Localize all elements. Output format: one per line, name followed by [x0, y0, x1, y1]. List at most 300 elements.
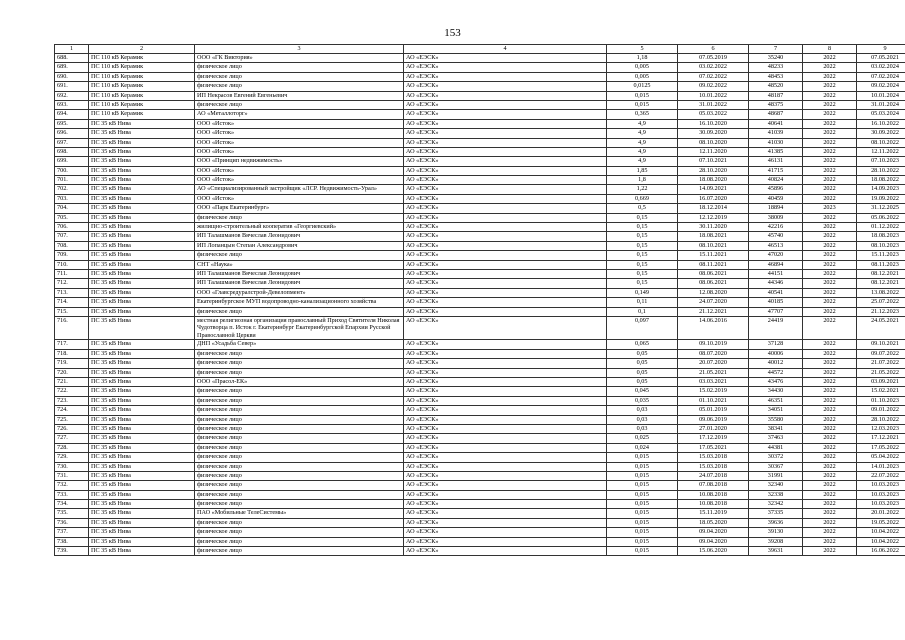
cell-applicant: физическое лицо [195, 434, 404, 443]
cell-row-number: 721. [55, 378, 89, 387]
cell-contract-number: 40541 [749, 288, 803, 297]
cell-substation: ПС 35 кВ Нива [89, 490, 195, 499]
cell-year: 2022 [803, 537, 857, 546]
cell-contract-number: 46351 [749, 396, 803, 405]
cell-substation: ПС 35 кВ Нива [89, 204, 195, 213]
cell-capacity: 0,15 [607, 251, 678, 260]
cell-contract-date: 12.12.2019 [678, 213, 749, 222]
cell-row-number: 725. [55, 415, 89, 424]
cell-deadline: 09.07.2022 [857, 349, 905, 358]
table-row [55, 241, 905, 250]
cell-grid-company: АО «ЕЭСК» [404, 82, 607, 91]
cell-contract-number: 41030 [749, 138, 803, 147]
cell-row-number: 699. [55, 157, 89, 166]
table-body [55, 54, 905, 556]
cell-contract-date: 09.06.2019 [678, 415, 749, 424]
cell-year: 2022 [803, 387, 857, 396]
cell-substation: ПС 35 кВ Нива [89, 176, 195, 185]
cell-substation: ПС 35 кВ Нива [89, 387, 195, 396]
column-header: 2 [89, 45, 195, 54]
cell-capacity: 0,05 [607, 349, 678, 358]
table-row [55, 110, 905, 119]
cell-grid-company: АО «ЕЭСК» [404, 378, 607, 387]
cell-row-number: 692. [55, 91, 89, 100]
cell-row-number: 728. [55, 443, 89, 452]
table-row [55, 490, 905, 499]
cell-deadline: 09.01.2022 [857, 406, 905, 415]
cell-substation: ПС 35 кВ Нива [89, 396, 195, 405]
cell-grid-company: АО «ЕЭСК» [404, 316, 607, 340]
cell-grid-company: АО «ЕЭСК» [404, 147, 607, 156]
table-row [55, 462, 905, 471]
cell-year: 2022 [803, 298, 857, 307]
page-number: 153 [444, 27, 461, 39]
cell-substation: ПС 35 кВ Нива [89, 406, 195, 415]
cell-applicant: физическое лицо [195, 500, 404, 509]
cell-row-number: 727. [55, 434, 89, 443]
cell-applicant: Екатеринбургское МУП водопроводно-канализационного хозяйства [195, 298, 404, 307]
cell-substation: ПС 35 кВ Нива [89, 269, 195, 278]
cell-capacity: 0,05 [607, 368, 678, 377]
cell-grid-company: АО «ЕЭСК» [404, 359, 607, 368]
cell-contract-date: 05.01.2019 [678, 406, 749, 415]
cell-year: 2022 [803, 443, 857, 452]
table-row [55, 528, 905, 537]
cell-grid-company: АО «ЕЭСК» [404, 434, 607, 443]
cell-grid-company: АО «ЕЭСК» [404, 471, 607, 480]
cell-substation: ПС 110 кВ Керамик [89, 91, 195, 100]
cell-applicant: ООО «Главсредуралстрой-Девелопмент» [195, 288, 404, 297]
cell-year: 2022 [803, 54, 857, 63]
cell-applicant: ООО «Исток» [195, 147, 404, 156]
table-row [55, 129, 905, 138]
cell-capacity: 0,005 [607, 63, 678, 72]
cell-contract-date: 18.08.2020 [678, 176, 749, 185]
cell-substation: ПС 35 кВ Нива [89, 368, 195, 377]
cell-contract-number: 48453 [749, 72, 803, 81]
cell-deadline: 08.12.2021 [857, 269, 905, 278]
cell-contract-date: 09.10.2019 [678, 340, 749, 349]
cell-contract-date: 10.08.2018 [678, 500, 749, 509]
cell-row-number: 711. [55, 269, 89, 278]
cell-applicant: физическое лицо [195, 396, 404, 405]
cell-grid-company: АО «ЕЭСК» [404, 368, 607, 377]
cell-capacity: 0,015 [607, 490, 678, 499]
cell-contract-number: 41385 [749, 147, 803, 156]
cell-substation: ПС 35 кВ Нива [89, 547, 195, 556]
cell-year: 2022 [803, 269, 857, 278]
cell-row-number: 739. [55, 547, 89, 556]
cell-applicant: физическое лицо [195, 547, 404, 556]
cell-substation: ПС 110 кВ Керамик [89, 72, 195, 81]
cell-deadline: 17.05.2022 [857, 443, 905, 452]
cell-grid-company: АО «ЕЭСК» [404, 251, 607, 260]
cell-substation: ПС 35 кВ Нива [89, 157, 195, 166]
cell-capacity: 0,15 [607, 279, 678, 288]
column-header: 8 [803, 45, 857, 54]
cell-capacity: 0,669 [607, 194, 678, 203]
cell-substation: ПС 35 кВ Нива [89, 223, 195, 232]
cell-grid-company: АО «ЕЭСК» [404, 166, 607, 175]
column-header: 6 [678, 45, 749, 54]
column-header: 9 [857, 45, 905, 54]
cell-contract-date: 31.01.2022 [678, 100, 749, 109]
cell-applicant: физическое лицо [195, 359, 404, 368]
cell-deadline: 28.10.2022 [857, 415, 905, 424]
cell-applicant: жилищно-строительный кооператив «Георгиевский» [195, 223, 404, 232]
cell-contract-date: 15.06.2020 [678, 547, 749, 556]
cell-contract-date: 18.05.2020 [678, 518, 749, 527]
cell-capacity: 4,9 [607, 157, 678, 166]
table-row [55, 91, 905, 100]
cell-contract-number: 41715 [749, 166, 803, 175]
cell-grid-company: АО «ЕЭСК» [404, 269, 607, 278]
cell-year: 2022 [803, 481, 857, 490]
cell-year: 2022 [803, 232, 857, 241]
cell-deadline: 03.02.2024 [857, 63, 905, 72]
cell-substation: ПС 35 кВ Нива [89, 288, 195, 297]
cell-row-number: 708. [55, 241, 89, 250]
cell-capacity: 4,9 [607, 129, 678, 138]
cell-year: 2022 [803, 518, 857, 527]
cell-year: 2022 [803, 82, 857, 91]
cell-deadline: 13.08.2022 [857, 288, 905, 297]
cell-deadline: 07.02.2024 [857, 72, 905, 81]
cell-applicant: физическое лицо [195, 63, 404, 72]
cell-applicant: физическое лицо [195, 82, 404, 91]
cell-applicant: физическое лицо [195, 424, 404, 433]
cell-row-number: 732. [55, 481, 89, 490]
cell-contract-number: 44151 [749, 269, 803, 278]
cell-contract-date: 14.06.2016 [678, 316, 749, 340]
cell-contract-date: 03.03.2021 [678, 378, 749, 387]
table-row [55, 307, 905, 316]
cell-year: 2022 [803, 406, 857, 415]
cell-substation: ПС 35 кВ Нива [89, 166, 195, 175]
table-row [55, 547, 905, 556]
cell-substation: ПС 35 кВ Нива [89, 453, 195, 462]
cell-row-number: 734. [55, 500, 89, 509]
table-row [55, 340, 905, 349]
cell-applicant: СНТ «Наука» [195, 260, 404, 269]
cell-applicant: АО «Металлоторг» [195, 110, 404, 119]
column-header: 4 [404, 45, 607, 54]
cell-capacity: 0,015 [607, 462, 678, 471]
cell-year: 2022 [803, 110, 857, 119]
cell-contract-date: 15.11.2021 [678, 251, 749, 260]
cell-applicant: физическое лицо [195, 307, 404, 316]
table-row [55, 138, 905, 147]
cell-grid-company: АО «ЕЭСК» [404, 500, 607, 509]
cell-deadline: 15.02.2021 [857, 387, 905, 396]
cell-applicant: физическое лицо [195, 251, 404, 260]
cell-row-number: 701. [55, 176, 89, 185]
cell-grid-company: АО «ЕЭСК» [404, 406, 607, 415]
cell-deadline: 05.04.2022 [857, 453, 905, 462]
cell-contract-date: 07.10.2021 [678, 157, 749, 166]
cell-applicant: физическое лицо [195, 387, 404, 396]
cell-grid-company: АО «ЕЭСК» [404, 537, 607, 546]
table-row [55, 316, 905, 340]
cell-substation: ПС 35 кВ Нива [89, 279, 195, 288]
cell-deadline: 09.02.2024 [857, 82, 905, 91]
cell-row-number: 736. [55, 518, 89, 527]
cell-contract-date: 08.06.2021 [678, 279, 749, 288]
cell-contract-date: 16.10.2020 [678, 119, 749, 128]
cell-capacity: 0,15 [607, 223, 678, 232]
cell-deadline: 15.11.2023 [857, 251, 905, 260]
cell-capacity: 0,097 [607, 316, 678, 340]
cell-contract-number: 32338 [749, 490, 803, 499]
cell-deadline: 30.09.2022 [857, 129, 905, 138]
cell-capacity: 0,065 [607, 340, 678, 349]
cell-grid-company: АО «ЕЭСК» [404, 462, 607, 471]
cell-applicant: физическое лицо [195, 100, 404, 109]
cell-contract-number: 39636 [749, 518, 803, 527]
cell-row-number: 715. [55, 307, 89, 316]
cell-contract-number: 37463 [749, 434, 803, 443]
cell-capacity: 0,015 [607, 453, 678, 462]
cell-contract-date: 10.01.2022 [678, 91, 749, 100]
cell-grid-company: АО «ЕЭСК» [404, 91, 607, 100]
cell-deadline: 01.10.2023 [857, 396, 905, 405]
cell-contract-date: 10.08.2018 [678, 490, 749, 499]
cell-row-number: 710. [55, 260, 89, 269]
cell-deadline: 10.01.2024 [857, 91, 905, 100]
cell-grid-company: АО «ЕЭСК» [404, 547, 607, 556]
cell-deadline: 22.07.2022 [857, 471, 905, 480]
cell-applicant: физическое лицо [195, 349, 404, 358]
cell-grid-company: АО «ЕЭСК» [404, 176, 607, 185]
cell-contract-date: 01.10.2021 [678, 396, 749, 405]
cell-year: 2022 [803, 223, 857, 232]
cell-contract-number: 46131 [749, 157, 803, 166]
cell-contract-date: 15.11.2019 [678, 509, 749, 518]
cell-applicant: ИП Некрасов Евгений Евгеньевич [195, 91, 404, 100]
table-row [55, 518, 905, 527]
cell-contract-number: 45896 [749, 185, 803, 194]
cell-substation: ПС 35 кВ Нива [89, 232, 195, 241]
cell-contract-number: 38341 [749, 424, 803, 433]
cell-contract-number: 30372 [749, 453, 803, 462]
cell-substation: ПС 110 кВ Керамик [89, 63, 195, 72]
cell-grid-company: АО «ЕЭСК» [404, 298, 607, 307]
cell-contract-date: 08.06.2021 [678, 269, 749, 278]
cell-applicant: физическое лицо [195, 490, 404, 499]
cell-year: 2022 [803, 185, 857, 194]
table-row [55, 147, 905, 156]
cell-year: 2022 [803, 509, 857, 518]
table-row [55, 119, 905, 128]
cell-year: 2022 [803, 528, 857, 537]
table-row [55, 232, 905, 241]
cell-contract-date: 05.03.2022 [678, 110, 749, 119]
table-row [55, 537, 905, 546]
cell-contract-date: 15.03.2018 [678, 453, 749, 462]
cell-capacity: 0,0125 [607, 82, 678, 91]
cell-applicant: ООО «Прасол-ЕК» [195, 378, 404, 387]
cell-grid-company: АО «ЕЭСК» [404, 232, 607, 241]
cell-capacity: 0,15 [607, 269, 678, 278]
cell-contract-number: 40006 [749, 349, 803, 358]
table-row [55, 54, 905, 63]
cell-applicant: ООО «Исток» [195, 176, 404, 185]
cell-capacity: 1,22 [607, 185, 678, 194]
cell-applicant: ООО «ГК Виктория» [195, 54, 404, 63]
cell-contract-date: 14.09.2021 [678, 185, 749, 194]
cell-applicant: ООО «Исток» [195, 166, 404, 175]
cell-capacity: 0,015 [607, 547, 678, 556]
cell-year: 2023 [803, 204, 857, 213]
table-row [55, 194, 905, 203]
cell-year: 2022 [803, 166, 857, 175]
table-row [55, 509, 905, 518]
cell-contract-number: 35240 [749, 54, 803, 63]
cell-deadline: 10.03.2023 [857, 490, 905, 499]
cell-row-number: 702. [55, 185, 89, 194]
cell-contract-date: 17.12.2019 [678, 434, 749, 443]
connections-table [54, 44, 905, 556]
cell-deadline: 08.10.2023 [857, 241, 905, 250]
table-row [55, 396, 905, 405]
cell-contract-date: 24.07.2018 [678, 471, 749, 480]
cell-deadline: 12.03.2023 [857, 424, 905, 433]
cell-capacity: 0,15 [607, 241, 678, 250]
cell-row-number: 695. [55, 119, 89, 128]
cell-contract-number: 39130 [749, 528, 803, 537]
cell-contract-date: 20.07.2020 [678, 359, 749, 368]
cell-contract-number: 38009 [749, 213, 803, 222]
cell-grid-company: АО «ЕЭСК» [404, 509, 607, 518]
cell-deadline: 21.07.2022 [857, 359, 905, 368]
cell-applicant: ООО «Исток» [195, 119, 404, 128]
cell-capacity: 0,015 [607, 500, 678, 509]
cell-substation: ПС 110 кВ Керамик [89, 54, 195, 63]
cell-capacity: 0,5 [607, 204, 678, 213]
cell-grid-company: АО «ЕЭСК» [404, 528, 607, 537]
cell-contract-number: 48520 [749, 82, 803, 91]
column-header: 1 [55, 45, 89, 54]
cell-substation: ПС 35 кВ Нива [89, 251, 195, 260]
table-row [55, 406, 905, 415]
cell-deadline: 01.12.2022 [857, 223, 905, 232]
cell-grid-company: АО «ЕЭСК» [404, 307, 607, 316]
cell-row-number: 689. [55, 63, 89, 72]
cell-deadline: 18.08.2022 [857, 176, 905, 185]
cell-grid-company: АО «ЕЭСК» [404, 223, 607, 232]
cell-capacity: 4,9 [607, 147, 678, 156]
cell-substation: ПС 35 кВ Нива [89, 500, 195, 509]
cell-grid-company: АО «ЕЭСК» [404, 349, 607, 358]
cell-year: 2022 [803, 359, 857, 368]
cell-contract-date: 24.07.2020 [678, 298, 749, 307]
cell-year: 2022 [803, 500, 857, 509]
table-row [55, 500, 905, 509]
cell-contract-number: 39208 [749, 537, 803, 546]
cell-applicant: местная религиозная организация православный Приход Святителя Николая Чудотворца п. Исток г. Екатеринбург Екатеринбургской Епархии Русской Православной Церкви [195, 316, 404, 340]
cell-capacity: 4,9 [607, 119, 678, 128]
cell-year: 2022 [803, 100, 857, 109]
cell-year: 2022 [803, 378, 857, 387]
cell-capacity: 0,03 [607, 424, 678, 433]
cell-contract-number: 48187 [749, 91, 803, 100]
cell-contract-number: 48687 [749, 110, 803, 119]
cell-contract-number: 30367 [749, 462, 803, 471]
cell-row-number: 691. [55, 82, 89, 91]
cell-substation: ПС 35 кВ Нива [89, 443, 195, 452]
cell-substation: ПС 35 кВ Нива [89, 434, 195, 443]
cell-row-number: 733. [55, 490, 89, 499]
cell-contract-number: 45740 [749, 232, 803, 241]
cell-deadline: 31.12.2025 [857, 204, 905, 213]
cell-applicant: физическое лицо [195, 368, 404, 377]
cell-contract-date: 03.02.2022 [678, 63, 749, 72]
cell-contract-date: 18.12.2014 [678, 204, 749, 213]
cell-substation: ПС 35 кВ Нива [89, 378, 195, 387]
cell-year: 2022 [803, 349, 857, 358]
table-row [55, 415, 905, 424]
cell-year: 2022 [803, 368, 857, 377]
cell-capacity: 0,015 [607, 481, 678, 490]
cell-applicant: физическое лицо [195, 471, 404, 480]
cell-row-number: 694. [55, 110, 89, 119]
cell-deadline: 18.08.2023 [857, 232, 905, 241]
cell-capacity: 0,015 [607, 518, 678, 527]
cell-grid-company: АО «ЕЭСК» [404, 260, 607, 269]
cell-grid-company: АО «ЕЭСК» [404, 204, 607, 213]
table-row [55, 251, 905, 260]
cell-capacity: 0,05 [607, 378, 678, 387]
cell-grid-company: АО «ЕЭСК» [404, 288, 607, 297]
cell-applicant: ООО «Исток» [195, 129, 404, 138]
cell-year: 2022 [803, 138, 857, 147]
cell-year: 2022 [803, 547, 857, 556]
cell-contract-number: 41039 [749, 129, 803, 138]
cell-year: 2022 [803, 91, 857, 100]
cell-applicant: ИП Талашманов Вячеслав Леонидович [195, 232, 404, 241]
cell-grid-company: АО «ЕЭСК» [404, 194, 607, 203]
cell-row-number: 726. [55, 424, 89, 433]
cell-applicant: физическое лицо [195, 481, 404, 490]
cell-row-number: 700. [55, 166, 89, 175]
cell-capacity: 0,024 [607, 443, 678, 452]
cell-year: 2022 [803, 72, 857, 81]
cell-contract-number: 39631 [749, 547, 803, 556]
cell-capacity: 0,015 [607, 91, 678, 100]
cell-applicant: физическое лицо [195, 443, 404, 452]
table-row [55, 298, 905, 307]
cell-contract-date: 12.11.2020 [678, 147, 749, 156]
cell-year: 2022 [803, 424, 857, 433]
cell-contract-date: 08.10.2020 [678, 138, 749, 147]
cell-capacity: 0,015 [607, 509, 678, 518]
cell-contract-number: 37128 [749, 340, 803, 349]
cell-grid-company: АО «ЕЭСК» [404, 443, 607, 452]
cell-applicant: ДНП «Усадьба Север» [195, 340, 404, 349]
cell-row-number: 704. [55, 204, 89, 213]
cell-deadline: 21.05.2022 [857, 368, 905, 377]
cell-applicant: ИП Талашманов Вячеслав Леонидович [195, 269, 404, 278]
cell-row-number: 722. [55, 387, 89, 396]
cell-contract-number: 40185 [749, 298, 803, 307]
cell-applicant: ИП Лопанцын Степан Александрович [195, 241, 404, 250]
table-row [55, 63, 905, 72]
cell-row-number: 698. [55, 147, 89, 156]
cell-row-number: 730. [55, 462, 89, 471]
cell-contract-number: 48233 [749, 63, 803, 72]
table-row [55, 185, 905, 194]
cell-contract-number: 18894 [749, 204, 803, 213]
